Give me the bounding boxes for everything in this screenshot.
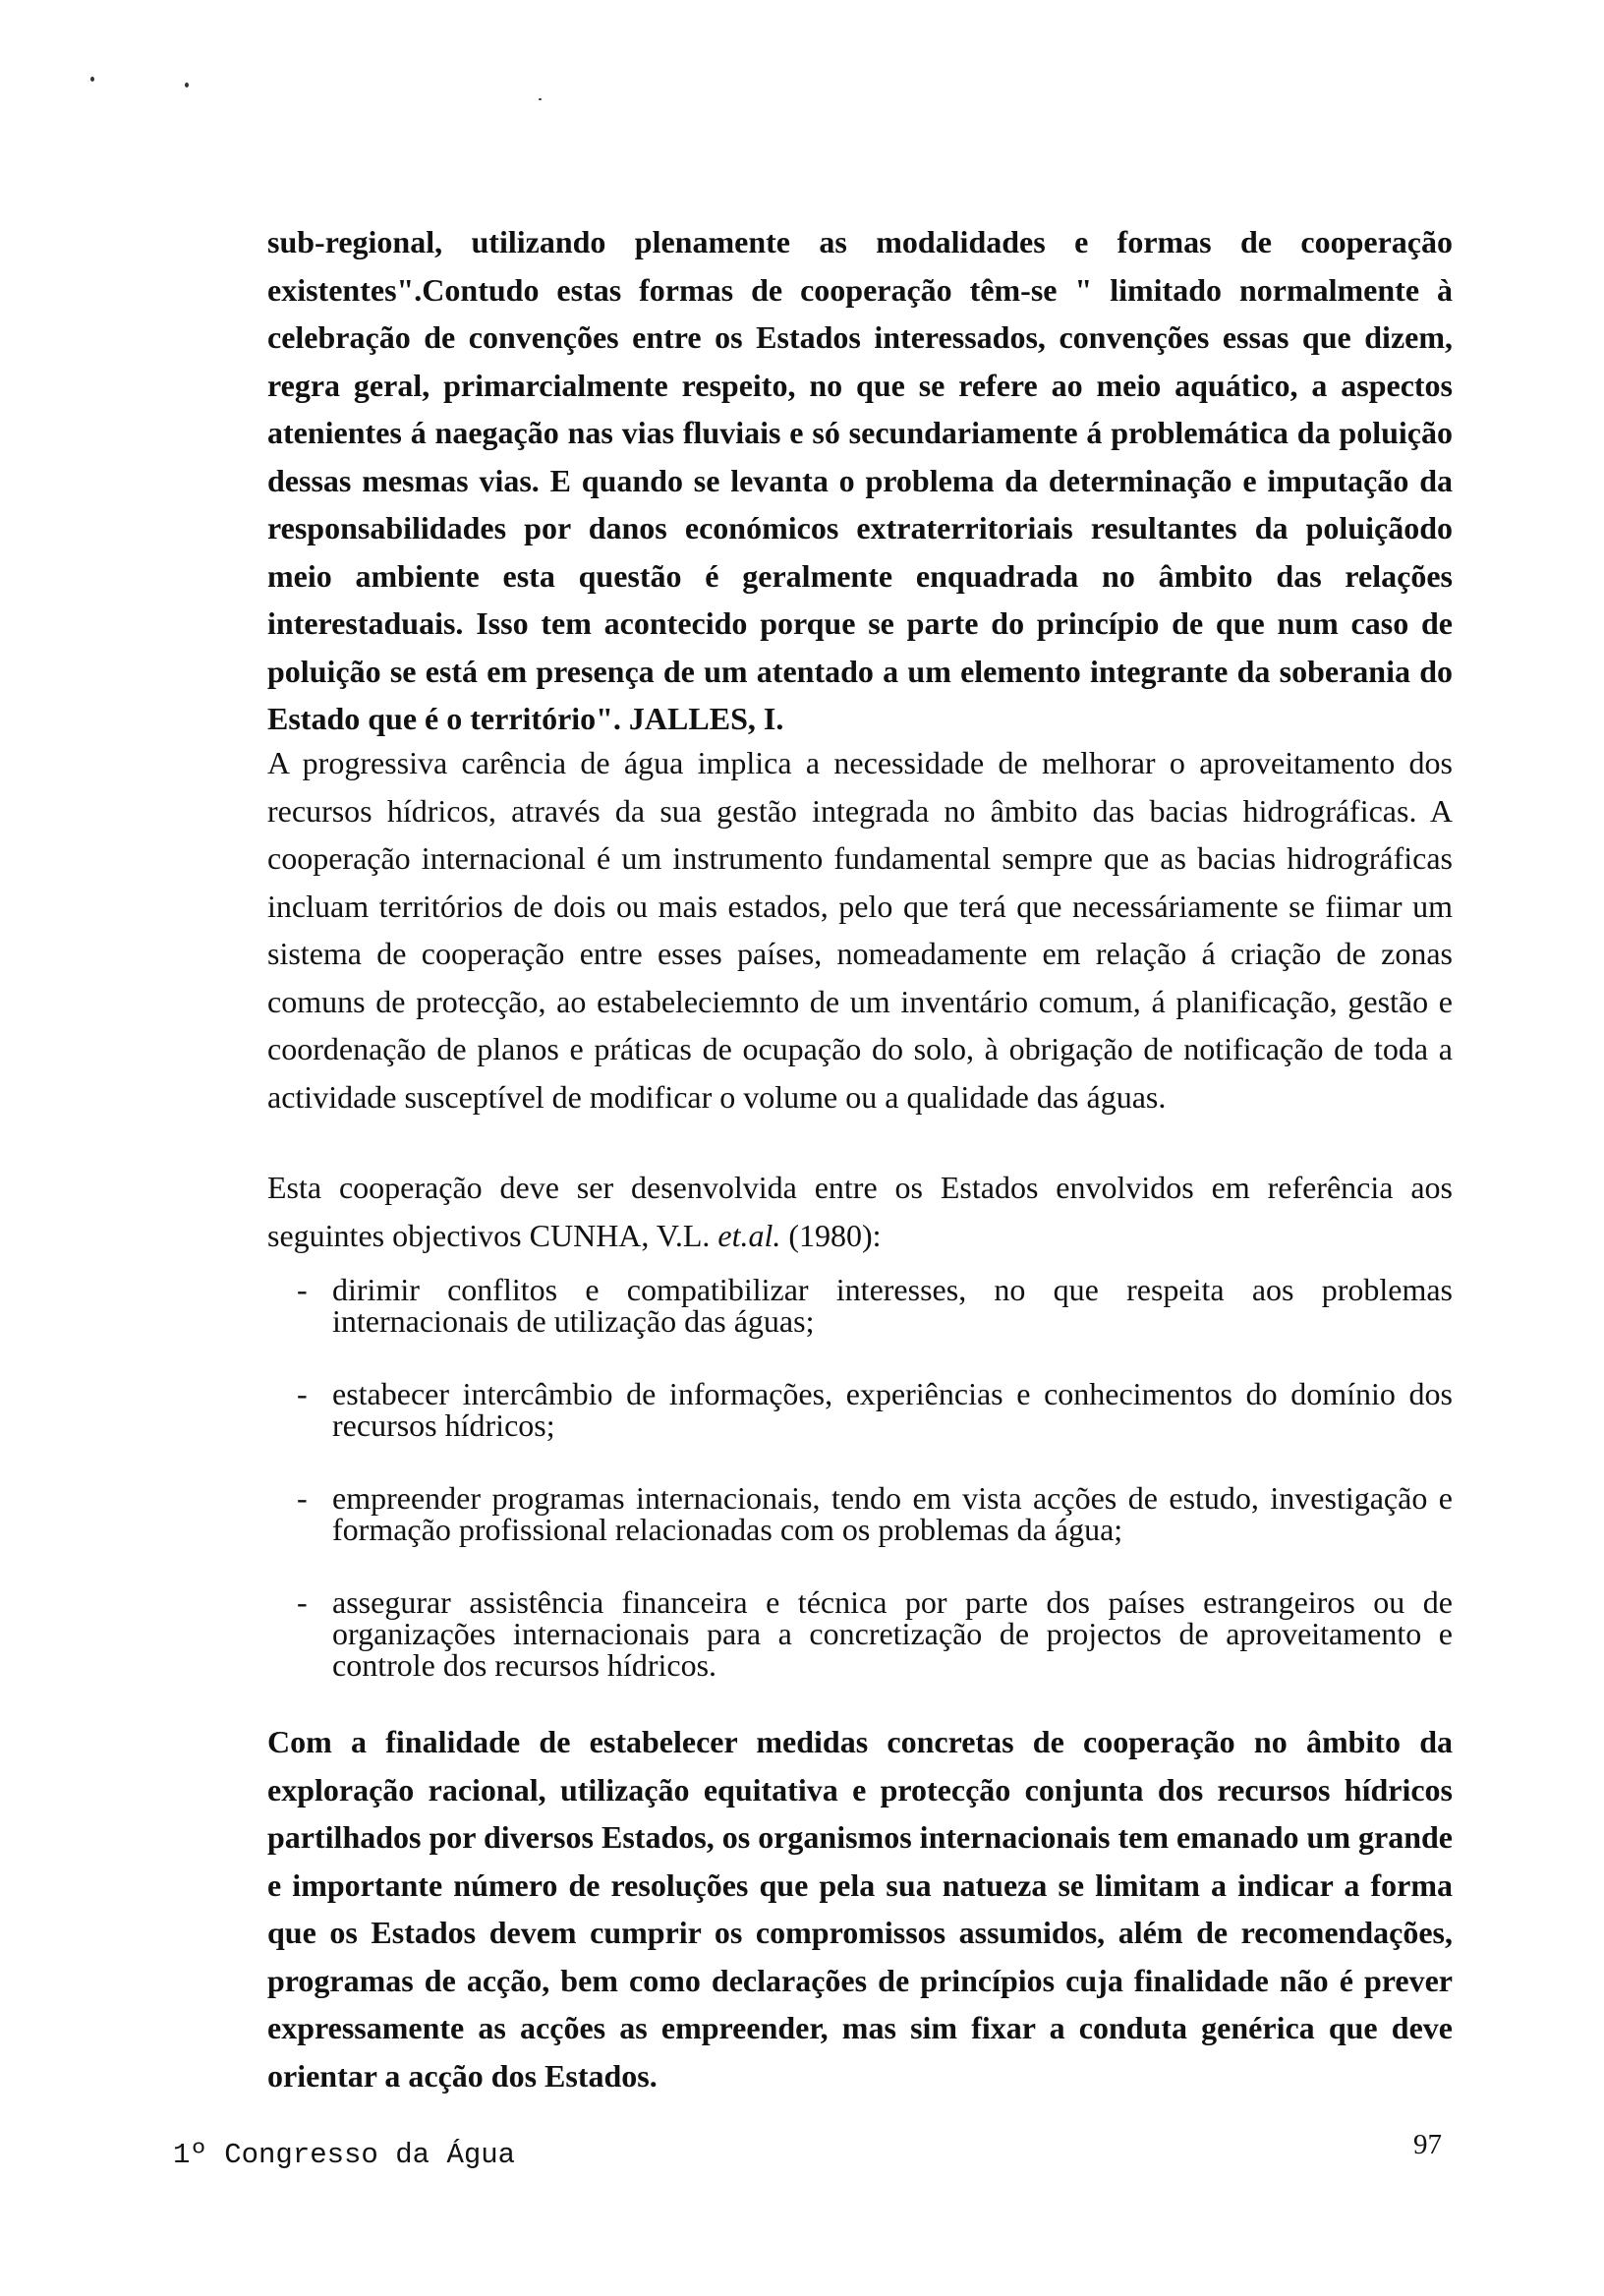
list-bullet: - [297, 1584, 308, 1620]
list-bullet: - [297, 1376, 308, 1411]
list-bullet: - [297, 1480, 308, 1516]
paragraph-text-start: Esta cooperação deve ser desenvolvida entre os Estados envolvidos em referência aos seguintes objectivos CUNHA, V.L. [267, 1170, 1453, 1253]
paragraph-text: sub-regional, utilizando plenamente as modalidades e formas de cooperação existentes".Contudo estas formas de cooperação têm-se " limitado normalmente à celebração de convenções entre os Estados interessados, convenções essas que dizem, regra geral, primarcialmente respeito, no que se refere ao meio aquático, a aspectos atenientes á naegação nas vias fluviais e só secundariamente á problemática da poluição dessas mesmas vias. E quando se levanta o problema da determinação e imputação da responsabilidades por danos económicos extraterritoriais resultantes da poluiçãodo meio ambiente esta questão é geralmente enquadrada no âmbito das relações interestaduais. Isso tem acontecido porque se parte do princípio de que num caso de poluição se está em presença de um atentado a um elemento integrante da soberania do Estado que é o território". JALLES, I. [267, 224, 1453, 736]
scan-speck [90, 77, 94, 82]
paragraph-text [267, 1164, 1453, 1259]
list-item-text: dirimir conflitos e compatibilizar interesses, no que respeita aos problemas internacionais de utilização das águas; [332, 1272, 1453, 1339]
paragraph-text: Com a finalidade de estabelecer medidas concretas de cooperação no âmbito da exploração racional, utilização equitativa e protecção conjunta dos recursos hídricos partilhados por diversos Estados, os organismos internacionais tem emanado um grande e importante número de resoluções que pela sua natueza se limitam a indicar a forma que os Estados devem cumprir os compromissos assumidos, além de recomendações, programas de acção, bem como declarações de princípios cuja finalidade não é prever expressamente as acções as empreender, mas sim fixar a conduta genérica que deve orientar a acção dos Estados. [267, 1724, 1453, 2094]
scan-speck [539, 98, 542, 100]
paragraph-water-scarcity [267, 739, 1453, 1120]
scan-speck [185, 83, 189, 87]
list-item-text: empreender programas internacionais, tendo em vista acções de estudo, investigação e formação profissional relacionadas com os problemas da água; [332, 1480, 1453, 1547]
list-item [267, 1274, 1453, 1337]
list-bullet: - [297, 1272, 308, 1307]
paragraph-continuation [267, 218, 1453, 743]
paragraph-international-resolutions [267, 1718, 1453, 2099]
page-number: 97 [1413, 2129, 1442, 2160]
list-item [267, 1586, 1453, 1681]
list-item [267, 1482, 1453, 1545]
paragraph-cooperation-objectives [267, 1164, 1453, 1259]
citation-year: (1980): [780, 1217, 882, 1253]
list-item-text: estabecer intercâmbio de informações, experiências e conhecimentos do domínio dos recursos hídricos; [332, 1376, 1453, 1443]
list-item-text: assegurar assistência financeira e técnica por parte dos países estrangeiros ou de organizações internacionais para a concretização de projectos de aproveitamento e controle dos recursos hídricos. [332, 1584, 1453, 1683]
citation-etal: et.al. [717, 1217, 781, 1253]
footer-conference-title: 1º Congresso da Água [173, 2139, 516, 2171]
list-item [267, 1378, 1453, 1441]
paragraph-text: A progressiva carência de água implica a necessidade de melhorar o aproveitamento dos recursos hídricos, através da sua gestão integrada no âmbito das bacias hidrográficas. A cooperação internacional é um instrumento fundamental sempre que as bacias hidrográficas incluam territórios de dois ou mais estados, pelo que terá que necessáriamente se fiimar um sistema de cooperação entre esses países, nomeadamente em relação á criação de zonas comuns de protecção, ao estabeleciemnto de um inventário comum, á planificação, gestão e coordenação de planos e práticas de ocupação do solo, à obrigação de notificação de toda a actividade susceptível de modificar o volume ou a qualidade das águas. [267, 745, 1453, 1115]
objectives-list [267, 1274, 1453, 1722]
